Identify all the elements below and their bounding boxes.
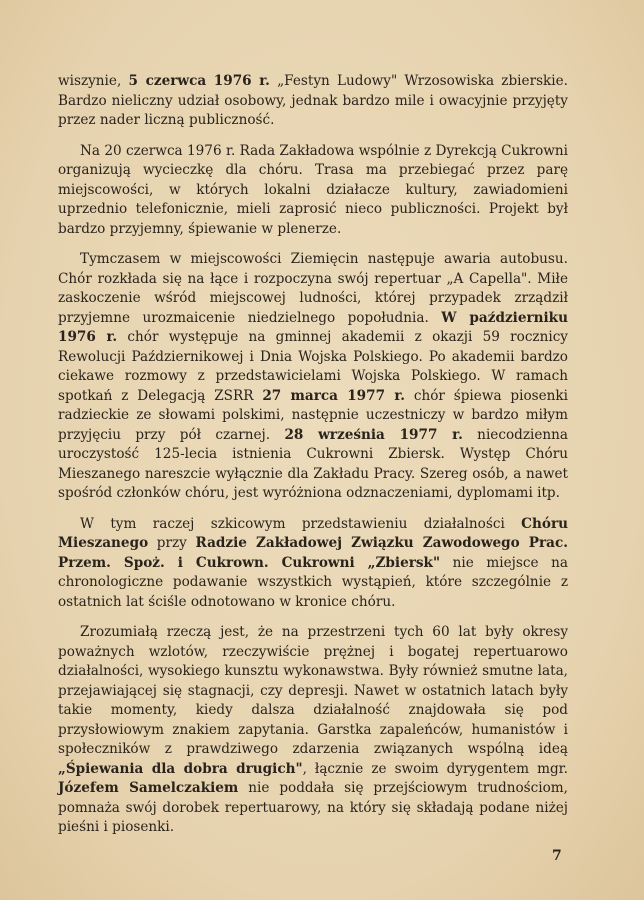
bold-phrase: 27 marca 1977 r. — [262, 387, 405, 404]
bold-phrase: W październiku 1976 r. — [58, 309, 568, 345]
bold-phrase: „Śpiewania dla dobra drugich" — [58, 760, 303, 777]
paragraph-4: W tym raczej szkicowym przedstawieniu działalności Chóru Mieszanego przy Radzie Zakładowej Związku Zawodowego Prac. Przem. Spoż. i Cukrown. Cukrowni „Zbiersk" nie miejsce na chronologiczne podawanie wszystkich wystąpień, które szczególnie z ostatnich lat ściśle odnotowano w kronice chóru. — [58, 515, 568, 610]
bold-phrase: 5 czerwca 1976 r. — [128, 73, 270, 89]
paragraph-3: Tymczasem w miejscowości Ziemięcin następuje awaria autobusu. Chór rozkłada się na łące i rozpoczyna swój repertuar „A Capella". Miłe zaskoczenie wśród miejscowej ludności, której przypadek zrządził przyjemne urozmaicenie niedzielnego popołudnia. W październiku 1976 r. chór występuje na gminnej akademii z okazji 59 rocznicy Rewolucji Październikowej i Dnia Wojska Polskiego. Po akademii bardzo ciekawe rozmowy z przedstawicielami Wojska Polskiego. W ramach spotkań z Delegacją ZSRR 27 marca 1977 r. chór śpiewa piosenki radzieckie ze słowami polskimi, następnie uczestniczy w bardzo miłym przyjęciu przy pół czarnej. 28 września 1977 r. niecodzienna uroczystość 125-lecia istnienia Cukrowni Zbiersk. Występ Chóru Mieszanego nareszcie wyłącznie dla Zakładu Pracy. Szereg osób, a nawet spośród członków chóru, jest wyróżniona odznaczeniami, dyplomami itp. — [58, 251, 569, 501]
paragraph-1: wiszynie, 5 czerwca 1976 r. „Festyn Ludowy" Wrzosowiska zbierskie. Bardzo nieliczny udział osobowy, jednak bardzo mile i owacyjnie przyjęty przez nader liczną publiczność. — [58, 73, 568, 128]
paragraph-2: Na 20 czerwca 1976 r. Rada Zakładowa wspólnie z Dyrekcją Cukrowni organizują wycieczkę dla chóru. Trasa ma przebiegać przez parę miejscowości, w których lokalni działacze kultury, zawiadomieni uprzednio telefonicznie, mieli zaprosić nieco publiczności. Projekt był bardzo przyjemny, śpiewanie w plenerze. — [58, 142, 568, 237]
bold-phrase: Józefem Samelczakiem — [58, 780, 239, 796]
bold-phrase: Chóru Mieszanego — [58, 515, 568, 551]
page-number: 7 — [552, 848, 562, 864]
paragraph-5: Zrozumiałą rzeczą jest, że na przestrzeni tych 60 lat były okresy poważnych wzlotów, rzeczywiście prężnej i bogatej repertuarowo działalności, wysokiego kunsztu wykonawstwa. Były również smutne lata, przejawiającej się stagnacji, czy depresji. Nawet w ostatnich latach były takie momenty, kiedy dalsza działalność znajdowała się pod przysłowiowym znakiem zapytania. Garstka zapaleńców, humanistów i społeczników z prawdziwego zdarzenia związanych wspólną ideą „Śpiewania dla dobra drugich", łącznie ze swoim dyrygentem mgr. Józefem Samelczakiem nie poddała się przejściowym trudnościom, pomnaża swój dorobek repertuarowy, na który się składają podane niżej pieśni i piosenki. — [58, 624, 568, 835]
bold-phrase: Radzie Zakładowej Związku Zawodowego Prac. Przem. Spoż. i Cukrown. Cukrowni „Zbiersk" — [58, 535, 568, 571]
text-column — [58, 72, 568, 849]
bold-phrase: 28 września 1977 r. — [284, 426, 463, 443]
